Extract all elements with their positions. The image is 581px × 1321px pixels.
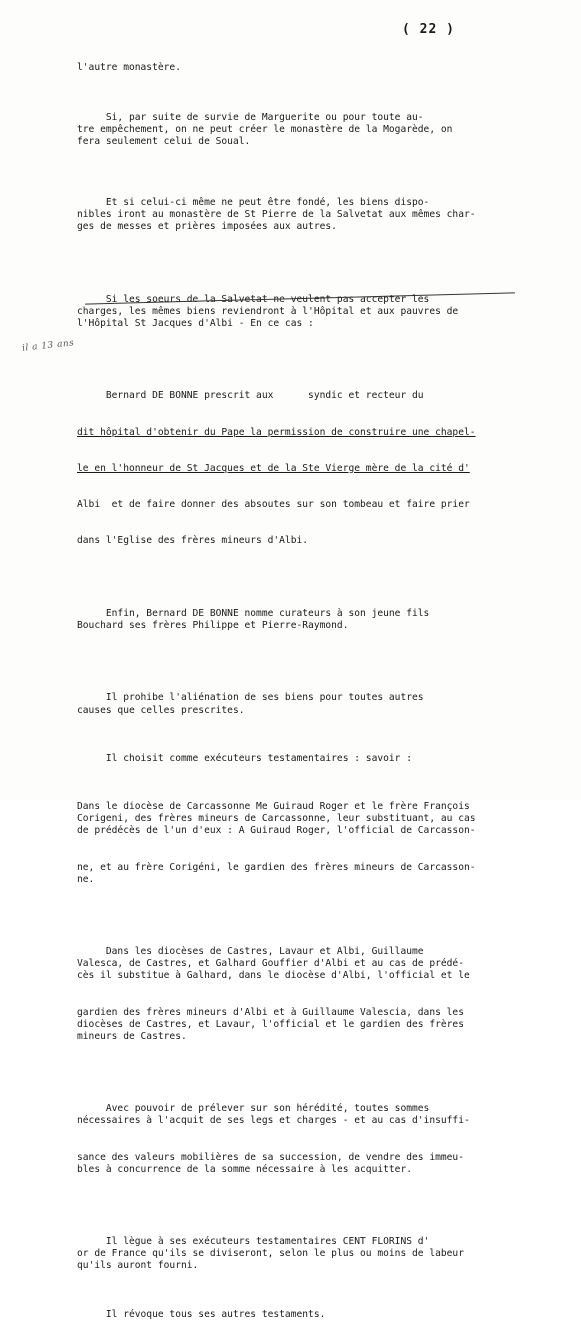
paragraph-4: Si les soeurs de la Salvetat ne veulent pas accepter les charges, les mêmes biens reviendront à l'Hôpital et aux pauvres de l'Hôpital St Jacques d'Albi - En ce cas : — [77, 293, 459, 329]
document-body — [77, 62, 545, 1321]
paragraph-2: Si, par suite de survie de Marguerite ou pour toute au- tre empêchement, on ne peut créer le monastère de la Mogarède, on fera seulement celui de Soual. — [77, 112, 453, 148]
page-number: ( 22 ) — [402, 22, 455, 37]
paragraph-11: Avec pouvoir de prélever sur son hérédité, toutes sommes nécessaires à l'acquit de ses legs et charges - et au cas d'insuffi- sance des valeurs mobilières de sa succession, de vendre des immeu- bles à concurrence de la somme nécessaire à les acquitter. — [77, 1103, 470, 1175]
paragraph-8: Il choisit comme exécuteurs testamentaires : savoir : — [77, 752, 413, 764]
paragraph-6: Enfin, Bernard DE BONNE nomme curateurs à son jeune fils Bouchard ses frères Philippe et Pierre-Raymond. — [77, 607, 430, 631]
paragraph-10: Dans les diocèses de Castres, Lavaur et Albi, Guillaume Valesca, de Castres, et Galhard Gouffier d'Albi et au cas de prédé- cès il substitue à Galhard, dans le diocèse d'Albi, l'official et le gardien des frères mineurs d'Albi et à Guillaume Valescia, dans les diocèses de Castres, et Lavaur, l'official et le gardien des frères mineurs de Castres. — [77, 946, 470, 1042]
paragraph-12: Il lègue à ses exécuteurs testamentaires CENT FLORINS d' or de France qu'ils se diviseront, selon le plus ou moins de labeur qu'ils auront fourni. — [77, 1236, 464, 1272]
handwritten-margin-note: il a 13 ans — [21, 338, 75, 354]
paragraph-7: Il prohibe l'aliénation de ses biens pour toutes autres causes que celles prescrites. — [77, 692, 424, 716]
paragraph-9: Dans le diocèse de Carcassonne Me Guiraud Roger et le frère François Corigeni, des frères mineurs de Carcassonne, leur substituant, au cas de prédécès de l'un d'eux : A Guiraud Roger, l'official de Carcasson- ne, et au frère Corigéni, le gardien des frères mineurs de Carcasson- ne. — [77, 801, 476, 885]
paragraph-13: Il révoque tous ses autres testaments. — [77, 1308, 326, 1320]
paragraph-1: l'autre monastère. — [77, 62, 181, 73]
paragraph-5: Bernard DE BONNE prescrit aux syndic et recteur du dit hôpital d'obtenir du Pape la permission de construire une chapel- le en l'honneur de St Jacques et de la Ste Vierge mère de la cité d' Albi et de faire donner des absoutes sur son tombeau et faire prier dans l'Eglise des frères mineurs d'Albi. — [77, 390, 476, 547]
paragraph-3: Et si celui-ci même ne peut être fondé, les biens dispo- nibles iront au monastère de St Pierre de la Salvetat aux mêmes char- ges de messes et prières imposées aux autres. — [77, 196, 476, 233]
